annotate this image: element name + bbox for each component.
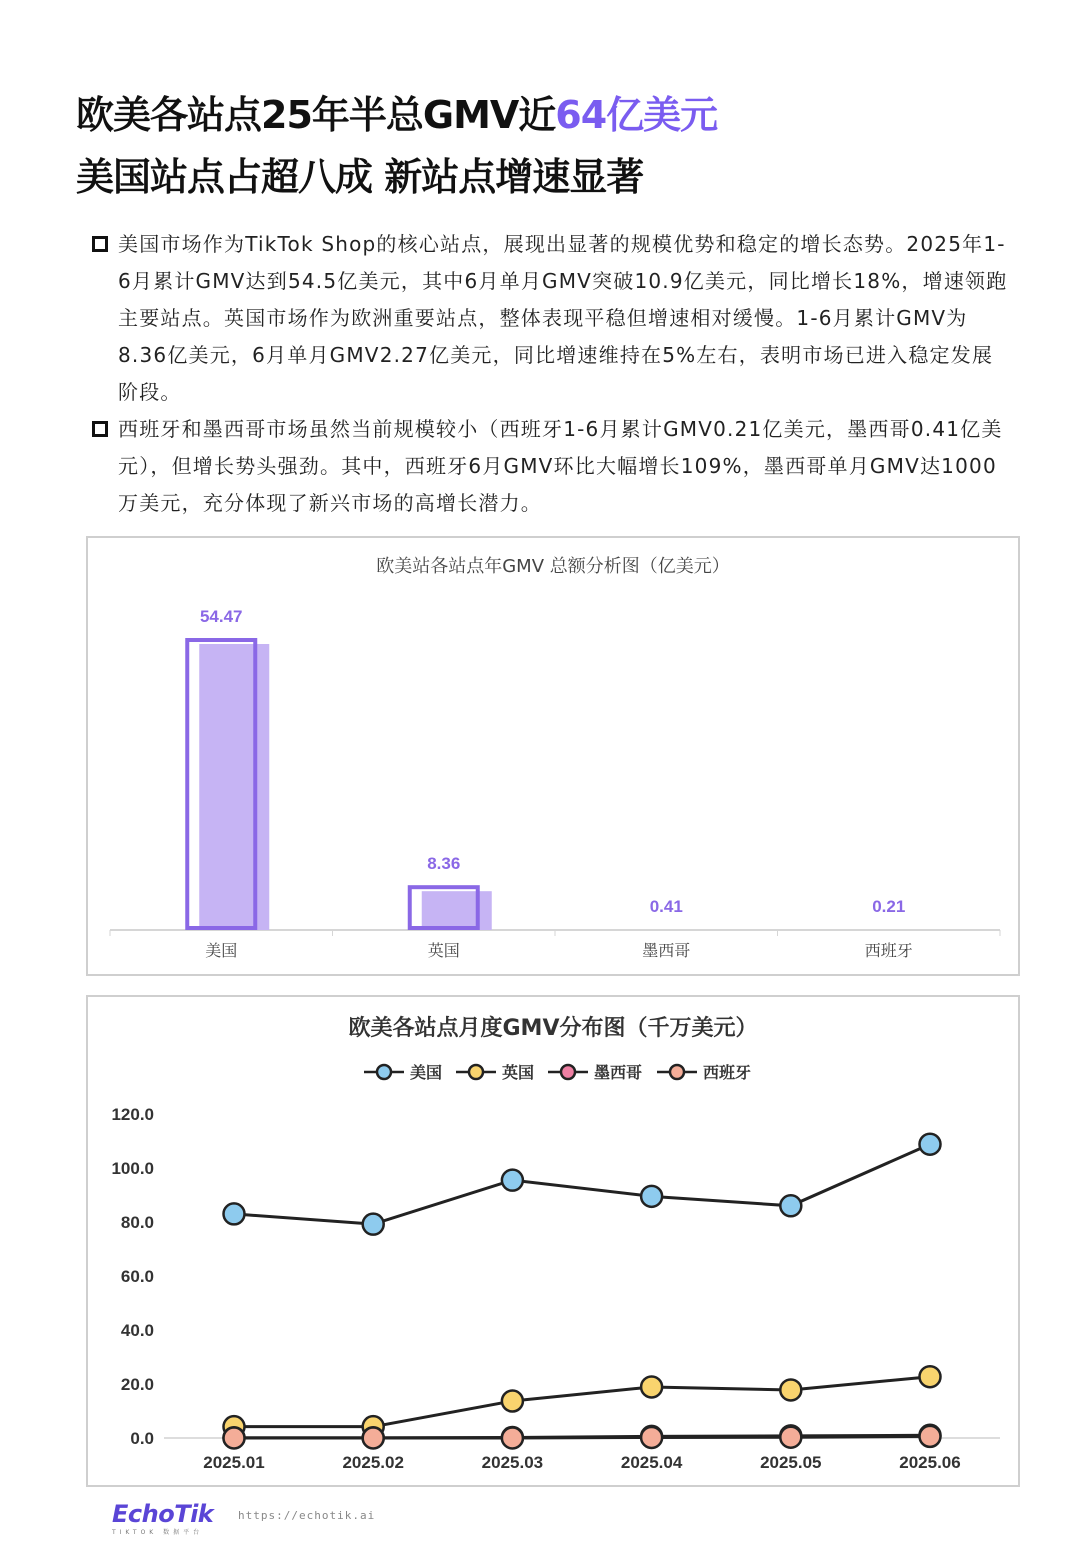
data-point-marker	[224, 1428, 245, 1449]
legend-marker-icon	[561, 1065, 575, 1079]
x-axis-category-label: 西班牙	[864, 943, 913, 960]
legend-marker-icon	[469, 1065, 483, 1079]
line-chart-title: 欧美各站点月度GMV分布图（千万美元）	[348, 1016, 758, 1041]
data-point-marker	[363, 1214, 384, 1235]
data-point-marker	[780, 1427, 801, 1448]
square-bullet-icon	[92, 421, 108, 437]
line-chart-card	[86, 995, 1020, 1487]
data-point-marker	[920, 1426, 941, 1447]
bar-chart-card	[86, 536, 1020, 976]
square-bullet-icon	[92, 236, 108, 252]
data-point-marker	[920, 1134, 941, 1155]
bullet-item	[92, 226, 1012, 411]
legend-label: 西班牙	[703, 1065, 752, 1082]
bar-fill	[422, 891, 492, 930]
page-title-line1	[76, 84, 717, 139]
bar-value-label: 0.41	[649, 896, 683, 916]
y-axis-tick-label: 40.0	[120, 1321, 154, 1340]
title-prefix: 欧美各站点25年半总GMV近	[76, 93, 556, 137]
data-point-marker	[780, 1195, 801, 1216]
x-axis-category-label: 英国	[427, 943, 460, 960]
echotik-logo-subtitle: TIKTOK 数据平台	[112, 1529, 204, 1536]
line-chart	[88, 997, 1018, 1485]
legend-label: 英国	[502, 1065, 535, 1082]
x-axis-tick-label: 2025.01	[203, 1453, 265, 1472]
x-axis-category-label: 墨西哥	[642, 943, 691, 960]
bullet-text: 美国市场作为TikTok Shop的核心站点，展现出显著的规模优势和稳定的增长态势。2025年1-6月累计GMV达到54.5亿美元，其中6月单月GMV突破10.9亿美元，同比增长18%，增速领跑主要站点。英国市场作为欧洲重要站点，整体表现平稳但增速相对缓慢。1-6月累计GMV为8.36亿美元，6月单月GMV2.27亿美元，同比增速维持在5%左右，表明市场已进入稳定发展阶段。	[118, 232, 1008, 404]
bar-chart	[88, 538, 1018, 974]
data-point-marker	[502, 1428, 523, 1449]
echotik-logo: EchoTik	[112, 1500, 214, 1528]
bar-value-label: 0.21	[872, 897, 906, 916]
x-axis-tick-label: 2025.03	[481, 1453, 544, 1472]
footer-url: https://echotik.ai	[238, 1509, 376, 1522]
legend-label: 墨西哥	[594, 1065, 643, 1082]
x-axis-tick-label: 2025.02	[342, 1453, 404, 1472]
data-point-marker	[641, 1427, 662, 1448]
bar-value-label: 54.47	[199, 607, 243, 626]
x-axis-tick-label: 2025.04	[620, 1453, 683, 1472]
data-point-marker	[641, 1376, 662, 1397]
bar-value-label: 8.36	[427, 854, 461, 874]
title-accent: 64亿美元	[555, 93, 718, 137]
x-axis-tick-label: 2025.06	[899, 1453, 961, 1472]
bar-fill	[199, 644, 269, 930]
data-point-marker	[780, 1379, 801, 1400]
series-line	[234, 1436, 930, 1438]
bullet-list	[92, 226, 1012, 522]
page-title-line2: 美国站点占超八成 新站点增速显著	[76, 155, 644, 199]
legend	[364, 1063, 751, 1082]
series-line	[234, 1377, 930, 1427]
bullet-text: 西班牙和墨西哥市场虽然当前规模较小（西班牙1-6月累计GMV0.21亿美元，墨西哥0.41亿美元），但增长势头强劲。其中，西班牙6月GMV环比大幅增长109%，墨西哥单月GMV达1000万美元，充分体现了新兴市场的高增长潜力。	[118, 417, 1003, 515]
data-point-marker	[920, 1366, 941, 1387]
data-point-marker	[641, 1186, 662, 1207]
y-axis-tick-label: 20.0	[120, 1375, 154, 1394]
legend-marker-icon	[377, 1065, 391, 1079]
y-axis-tick-label: 120.0	[111, 1105, 154, 1124]
legend-label: 美国	[410, 1065, 443, 1082]
y-axis-tick-label: 80.0	[120, 1213, 154, 1232]
legend-marker-icon	[670, 1065, 684, 1079]
x-axis-tick-label: 2025.05	[760, 1453, 822, 1472]
y-axis-tick-label: 100.0	[111, 1159, 154, 1178]
data-point-marker	[363, 1428, 384, 1449]
series-line	[234, 1144, 930, 1224]
data-point-marker	[224, 1203, 245, 1224]
x-axis-category-label: 美国	[205, 943, 238, 960]
y-axis-tick-label: 0.0	[130, 1429, 154, 1448]
bar-chart-title: 欧美站各站点年GMV 总额分析图（亿美元）	[376, 556, 730, 577]
data-point-marker	[502, 1391, 523, 1412]
data-point-marker	[502, 1170, 523, 1191]
y-axis-tick-label: 60.0	[120, 1267, 154, 1286]
bullet-item	[92, 411, 1012, 522]
